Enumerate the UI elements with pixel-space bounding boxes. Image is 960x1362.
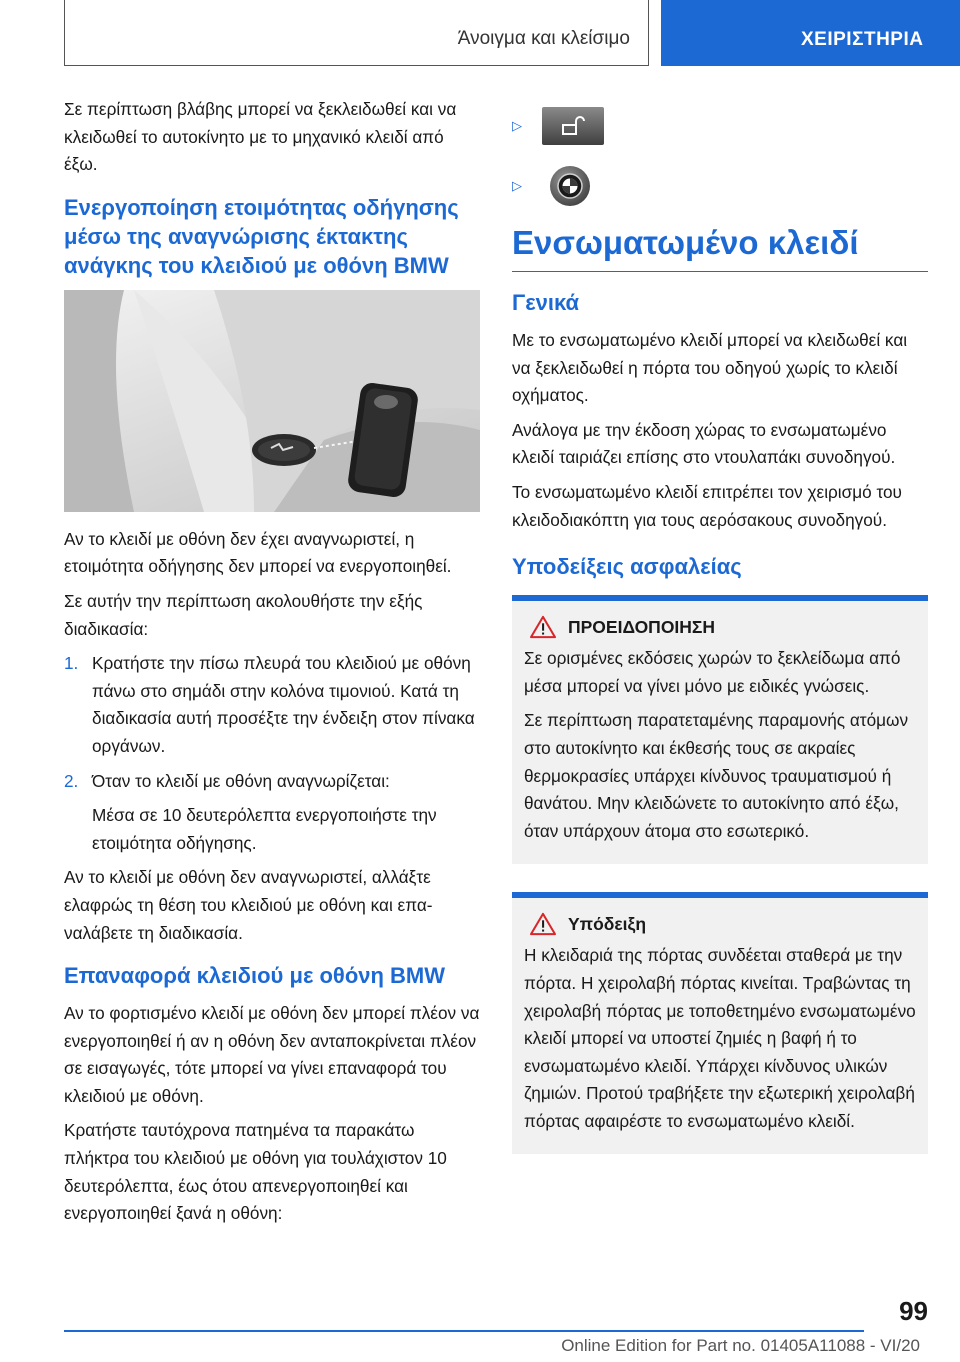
heading-reset: Επαναφορά κλειδιού με οθόνη BMW xyxy=(64,963,446,989)
procedure-steps xyxy=(64,650,480,857)
notice-header xyxy=(524,912,916,936)
paragraph-general-3: Το ενσωματωμένο κλειδί επιτρέπει τον χειρισμό του κλειδοδιακόπτη για τους αερόσακους συνοδηγού. xyxy=(512,481,902,530)
step-text: Όταν το κλειδί με οθόνη αναγνωρίζεται: xyxy=(92,770,390,791)
step-text: Κρατήστε την πίσω πλευρά του κλειδιού με οθόνη πάνω στο σημάδι στην κολόνα τιμονιού. Κατά τη διαδικασία αυτή προσέξτε την ένδειξη στον πίνακα οργάνων. xyxy=(92,653,475,756)
paragraph-not-detected: Αν το κλειδί με οθόνη δεν έχει αναγνωριστεί, η ετοιμότητα οδήγησης δεν μπορεί να ενεργοποιηθεί. xyxy=(64,528,452,577)
footer-rule xyxy=(64,1330,864,1332)
step-item xyxy=(64,768,480,858)
notice-text: Η κλειδαριά της πόρτας συνδέεται σταθερά με την πόρτα. Η χειρολαβή πόρτας κινείται. Τραβώντας τη χειρολαβή πόρτας με τοποθετημένο ενσωματωμένο κλειδί μπορεί να υποστεί ζημιές η βαφή ή το ενσωματωμένο κλειδί. Υπάρχει κίνδυνος υλικών ζημιών. Προτού τραβήξετε την εξωτερική χειρολαβή πόρτας αφαιρέστε το ενσωματωμένο κλειδί. xyxy=(524,945,916,1131)
triangle-marker: ▷ xyxy=(512,118,522,133)
heading-general: Γενικά xyxy=(512,290,580,315)
step-subtext: Μέσα σε 10 δευτερόλεπτα ενεργοποιήστε την ετοιμότητα οδήγησης. xyxy=(92,805,437,853)
paragraph-general-2: Ανάλογα με την έκδοση χώρας το ενσωματωμένο κλειδί ταιριάζει επίσης στο ντουλαπάκι συνοδηγού. xyxy=(512,419,896,468)
warning-title: ΠΡΟΕΙΔΟΠΟΙΗΣΗ xyxy=(568,616,716,637)
heading-emergency-detection: Ενεργοποίηση ετοιμότητας οδήγησης μέσω της αναγνώρισης έκτακτης ανάγκης του κλειδιού με οθόνη BMW xyxy=(64,194,459,278)
triangle-marker: ▷ xyxy=(512,178,522,193)
step-item xyxy=(64,650,480,760)
warning-triangle-icon xyxy=(528,615,558,639)
bmw-button-row xyxy=(512,156,928,216)
steering-column-illustration xyxy=(64,290,480,512)
heading-safety: Υποδείξεις ασφαλείας xyxy=(512,554,742,580)
paragraph-procedure: Σε αυτήν την περίπτωση ακολουθήστε την εξής διαδικασία: xyxy=(64,590,423,639)
warning-box xyxy=(512,595,928,864)
page-number: 99 xyxy=(899,1296,928,1326)
integrated-key-title: Ενσωματωμένο κλειδί xyxy=(512,216,928,272)
notice-title: Υπόδειξη xyxy=(568,913,647,934)
warning-text-1: Σε ορισμένες εκδόσεις χωρών το ξεκλείδωμα από μέσα μπορεί να γίνει μόνο με ειδικές γνώσεις. xyxy=(524,648,901,696)
steering-column-drawing xyxy=(64,290,480,512)
warning-header xyxy=(524,615,916,639)
paragraph-general-1: Με το ενσωματωμένο κλειδί μπορεί να κλειδωθεί και να ξεκλειδωθεί η πόρτα του οδηγού χωρίς το κλειδί οχήματος. xyxy=(512,330,908,406)
paragraph-retry: Αν το κλειδί με οθόνη δεν αναγνωριστεί, αλλάξτε ελαφρώς τη θέση του κλειδιού με οθόνη και επαναλάβετε τη διαδικασία. xyxy=(64,867,433,943)
warning-text-2: Σε περίπτωση παρατεταμένης παραμονής ατόμων στο αυτοκίνητο και έκθεσής τους σε ακραίες θερμοκρασίες υπάρχει κίνδυνος τραυματισμού ή θανάτου. Μην κλειδώνετε το αυτοκίνητο από έξω, όταν υπάρχουν άτομα στο εσωτερικό. xyxy=(524,710,909,841)
bmw-logo-icon xyxy=(550,166,590,206)
warning-triangle-icon xyxy=(528,912,558,936)
intro-paragraph: Σε περίπτωση βλάβης μπορεί να ξεκλειδωθεί και να κλειδωθεί το αυτοκίνητο με το μηχανικό κλειδί από έξω. xyxy=(64,99,457,175)
chapter-tab xyxy=(661,0,960,66)
paragraph-reset-procedure: Κρατήστε ταυτόχρονα πατημένα τα παρακάτω πλήκτρα του κλειδιού με οθόνη για τουλάχιστον 10 δευτερόλεπτα, έως ότου απενεργοποιηθεί και ενεργοποιηθεί ξανά η οθόνη: xyxy=(64,1120,447,1224)
paragraph-reset-condition: Αν το φορτισμένο κλειδί με οθόνη δεν μπορεί πλέον να ενεργοποιηθεί ή αν η οθόνη δεν ανταποκρίνεται πλέον σε εισαγωγές, τότε μπορεί να γίνει επαναφορά του κλειδιού με οθόνη. xyxy=(64,1003,480,1106)
unlock-icon xyxy=(542,107,604,145)
unlock-button-row xyxy=(512,96,928,156)
chapter-title: ΧΕΙΡΙΣΤΗΡΙΑ xyxy=(801,29,924,50)
step-number: 2. xyxy=(64,770,79,791)
section-title: Άνοιγμα και κλείσιμο xyxy=(457,28,630,49)
step-number: 1. xyxy=(64,653,79,674)
notice-box xyxy=(512,892,928,1154)
left-column xyxy=(64,96,480,1235)
right-column xyxy=(512,96,928,1154)
edition-note: Online Edition for Part no. 01405A11088 - VI/20 xyxy=(561,1336,920,1355)
